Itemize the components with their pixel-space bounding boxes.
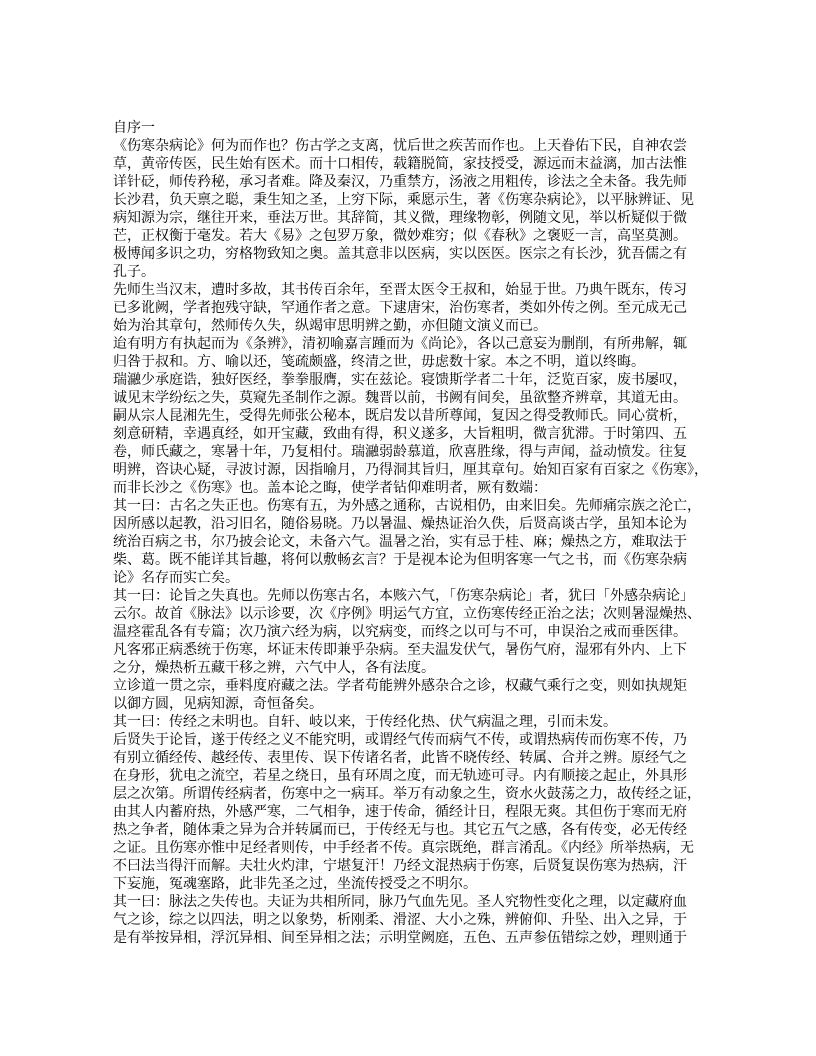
text-line: 诚见末学纷纭之失，莫窥先圣制作之源。魏晋以前，书阙有间矣，虽欲整齐辨章，其道无由。 [113,391,687,406]
text-line: 层之次第。所谓传经病者，伤寒中之一病耳。举万有动象之生，资水火鼓荡之力，故传经之证， [113,787,701,802]
text-line: 明辨，咨诀心疑，寻波讨源，因指喻月，乃得洞其旨归，厘其章句。始知百家有百家之《伤寒》， [113,463,708,478]
text-line: 在身形，犹电之流空，若星之绕日，虽有环周之度，而无轨迹可寻。内有顺接之起止，外具形 [113,769,687,784]
text-line: 其一曰：脉法之失传也。夫证为共相所同，脉乃气血先见。圣人究物性变化之理，以定藏府血 [113,895,687,910]
text-line: 立诊道一贯之宗，垂料度府藏之法。学者苟能辨外感杂合之诊，权藏气乘行之变，则如执规矩 [113,679,687,694]
text-line: 其一曰：论旨之失真也。先师以伤寒古名，本赅六气，「伤寒杂病论」者，犹曰「外感杂病论」 [113,589,694,604]
text-line: 而非长沙之《伤寒》也。盖本论之晦，使学者钻仰难明者，厥有数端： [113,481,547,496]
text-line: 芒，正权衡于毫发。若大《易》之包罗万象，微妙难穷；似《春秋》之褒贬一言，高坚莫测。 [113,229,687,244]
text-line: 气之诊，综之以四法，明之以象势，析刚柔、滑涩、大小之殊，辨俯仰、升坠、出入之异，于 [113,913,687,928]
text-line: 云尔。故首《脉法》以示诊要，次《序例》明运气方宜，立伤寒传经正治之法；次则暑湿燥热、 [113,607,701,622]
text-line: 热之争者，随体秉之异为合并转属而已，于传经无与也。其它五气之感，各有传变，必无传经 [113,823,687,838]
text-line: 长沙君，负天禀之聪，秉生知之圣，上穷下际，乘愿示生，著《伤寒杂病论》，以平脉辨证、见 [113,193,694,208]
text-line: 详针砭，师传矜秘，承习者难。降及秦汉，乃重禁方，汤液之用粗传，诊法之全未备。我先师 [113,175,687,190]
text-line: 极博闻多识之功，穷格物致知之奥。盖其意非以医病，实以医医。医宗之有长沙，犹吾儒之有 [113,247,687,262]
text-line: 始为治其章句，然师传久失，纵竭审思明辨之勤，亦但随文演义而已。 [113,319,547,334]
text-line: 嗣从宗人昆湘先生，受得先师张公秘本，既启发以昔所尊闻，复因之得受教师氏。同心赏析， [113,409,687,424]
page-title: 自序一 [113,121,155,136]
text-line: 已多讹阙，学者抱残守缺，罕通作者之意。下逮唐宋，治伤寒者，类如外传之例。至元成无己 [113,301,687,316]
text-line: 刻意研精，幸遇真经，如开宝藏，致曲有得，积义遂多，大旨粗明，微言犹滞。于时第四、五 [113,427,687,442]
text-line: 有别立循经传、越经传、表里传、误下传诸名者，此皆不晓传经、转属、合并之辨。原经气之 [113,751,687,766]
text-line: 下妄施，冤魂塞路，此非先圣之过，坐流传授受之不明尔。 [113,877,477,892]
text-line: 其一曰：传经之未明也。自轩、岐以来，于传经化热、伏气病温之理，引而未发。 [113,715,617,730]
text-line: 之分，燥热析五藏干移之辨，六气中人，各有法度。 [113,661,435,676]
document-content [113,120,708,948]
text-line: 先师生当汉末，遭时多故，其书传百余年，至晋太医令王叔和，始显于世。乃典午既东，传习 [113,283,687,298]
text-line: 归咎于叔和。方、喻以还，笺疏颇盛，终清之世，毋虑数十家。本之不明，道以终晦。 [113,355,645,370]
text-line: 不曰法当得汗而解。夫壮火灼津，宁堪复汗！乃经文混热病于伤寒，后贤复误伤寒为热病，汗 [113,859,687,874]
text-line: 其一曰：古名之失正也。伤寒有五，为外感之通称，古说相仍，由来旧矣。先师痛宗族之沦亡， [113,499,701,514]
text-line: 草，黄帝传医，民生始有医术。而十口相传，载籍脱简，家技授受，源远而末益漓，加古法惟 [113,157,687,172]
text-line: 是有举按异相，浮沉异相、间至异相之法；示明堂阙庭，五色、五声参伍错综之妙，理则通于 [113,931,687,946]
text-line: 柴、葛。既不能详其旨趣，将何以敷畅玄言？于是视本论为但明客寒一气之书，而《伤寒杂病 [113,553,687,568]
text-line: 凡客邪正病悉统于伤寒，坏证末传即兼乎杂病。至夫温发伏气，暑伤气府，湿邪有外内、上下 [113,643,687,658]
text-line: 统治百病之书，尔乃披会论文，未备六气。温暑之治，实有忌于桂、麻；燥热之方，难取法于 [113,535,687,550]
text-line: 《伤寒杂病论》何为而作也？伤古学之支离，忧后世之疾苦而作也。上天眷佑下民，自神农尝 [113,139,687,154]
text-line: 之证。且伤寒亦惟中足经者则传，中手经者不传。真宗既绝，群言淆乱。《内经》所举热病，无 [113,841,694,856]
text-line: 卷，师氏藏之，寒暑十年，乃复相付。瑞瀜弱龄慕道，欣喜胜缘，得与声闻，益动愤发。往复 [113,445,687,460]
text-line: 因所感以起教，沿习旧名，随俗易晓。乃以暑温、燥热证治久佚，后贤高谈古学，虽知本论为 [113,517,687,532]
text-line: 瑞瀜少承庭诰，独好医经，拳拳服膺，实在兹论。寝馈斯学者二十年，泛览百家，废书屡叹， [113,373,687,388]
text-line: 孔子。 [113,265,155,280]
text-line: 由其人内蓄府热，外感严寒，二气相争，速于传命，循经计日，程限无爽。其但伤于寒而无府 [113,805,687,820]
text-line: 后贤失于论旨，遂于传经之义不能究明，或谓经气传而病气不传，或谓热病传而伤寒不传，乃 [113,733,687,748]
text-line: 论》名存而实亡矣。 [113,571,239,586]
document-body [113,138,708,948]
text-line: 迨有明方有执起而为《条辨》，清初喻嘉言踵而为《尚论》，各以己意妄为删削，有所弗解，辄 [113,337,687,352]
text-line: 病知源为宗，继往开来，垂法万世。其辞简，其义微，理缘物彰，例随文见，举以析疑似于微 [113,211,687,226]
text-line: 温痉霍乱各有专篇；次乃演六经为病，以究病变，而终之以可与不可，申误治之戒而垂医律。 [113,625,687,640]
text-line: 以御方圆，见病知源，奇恒备矣。 [113,697,323,712]
